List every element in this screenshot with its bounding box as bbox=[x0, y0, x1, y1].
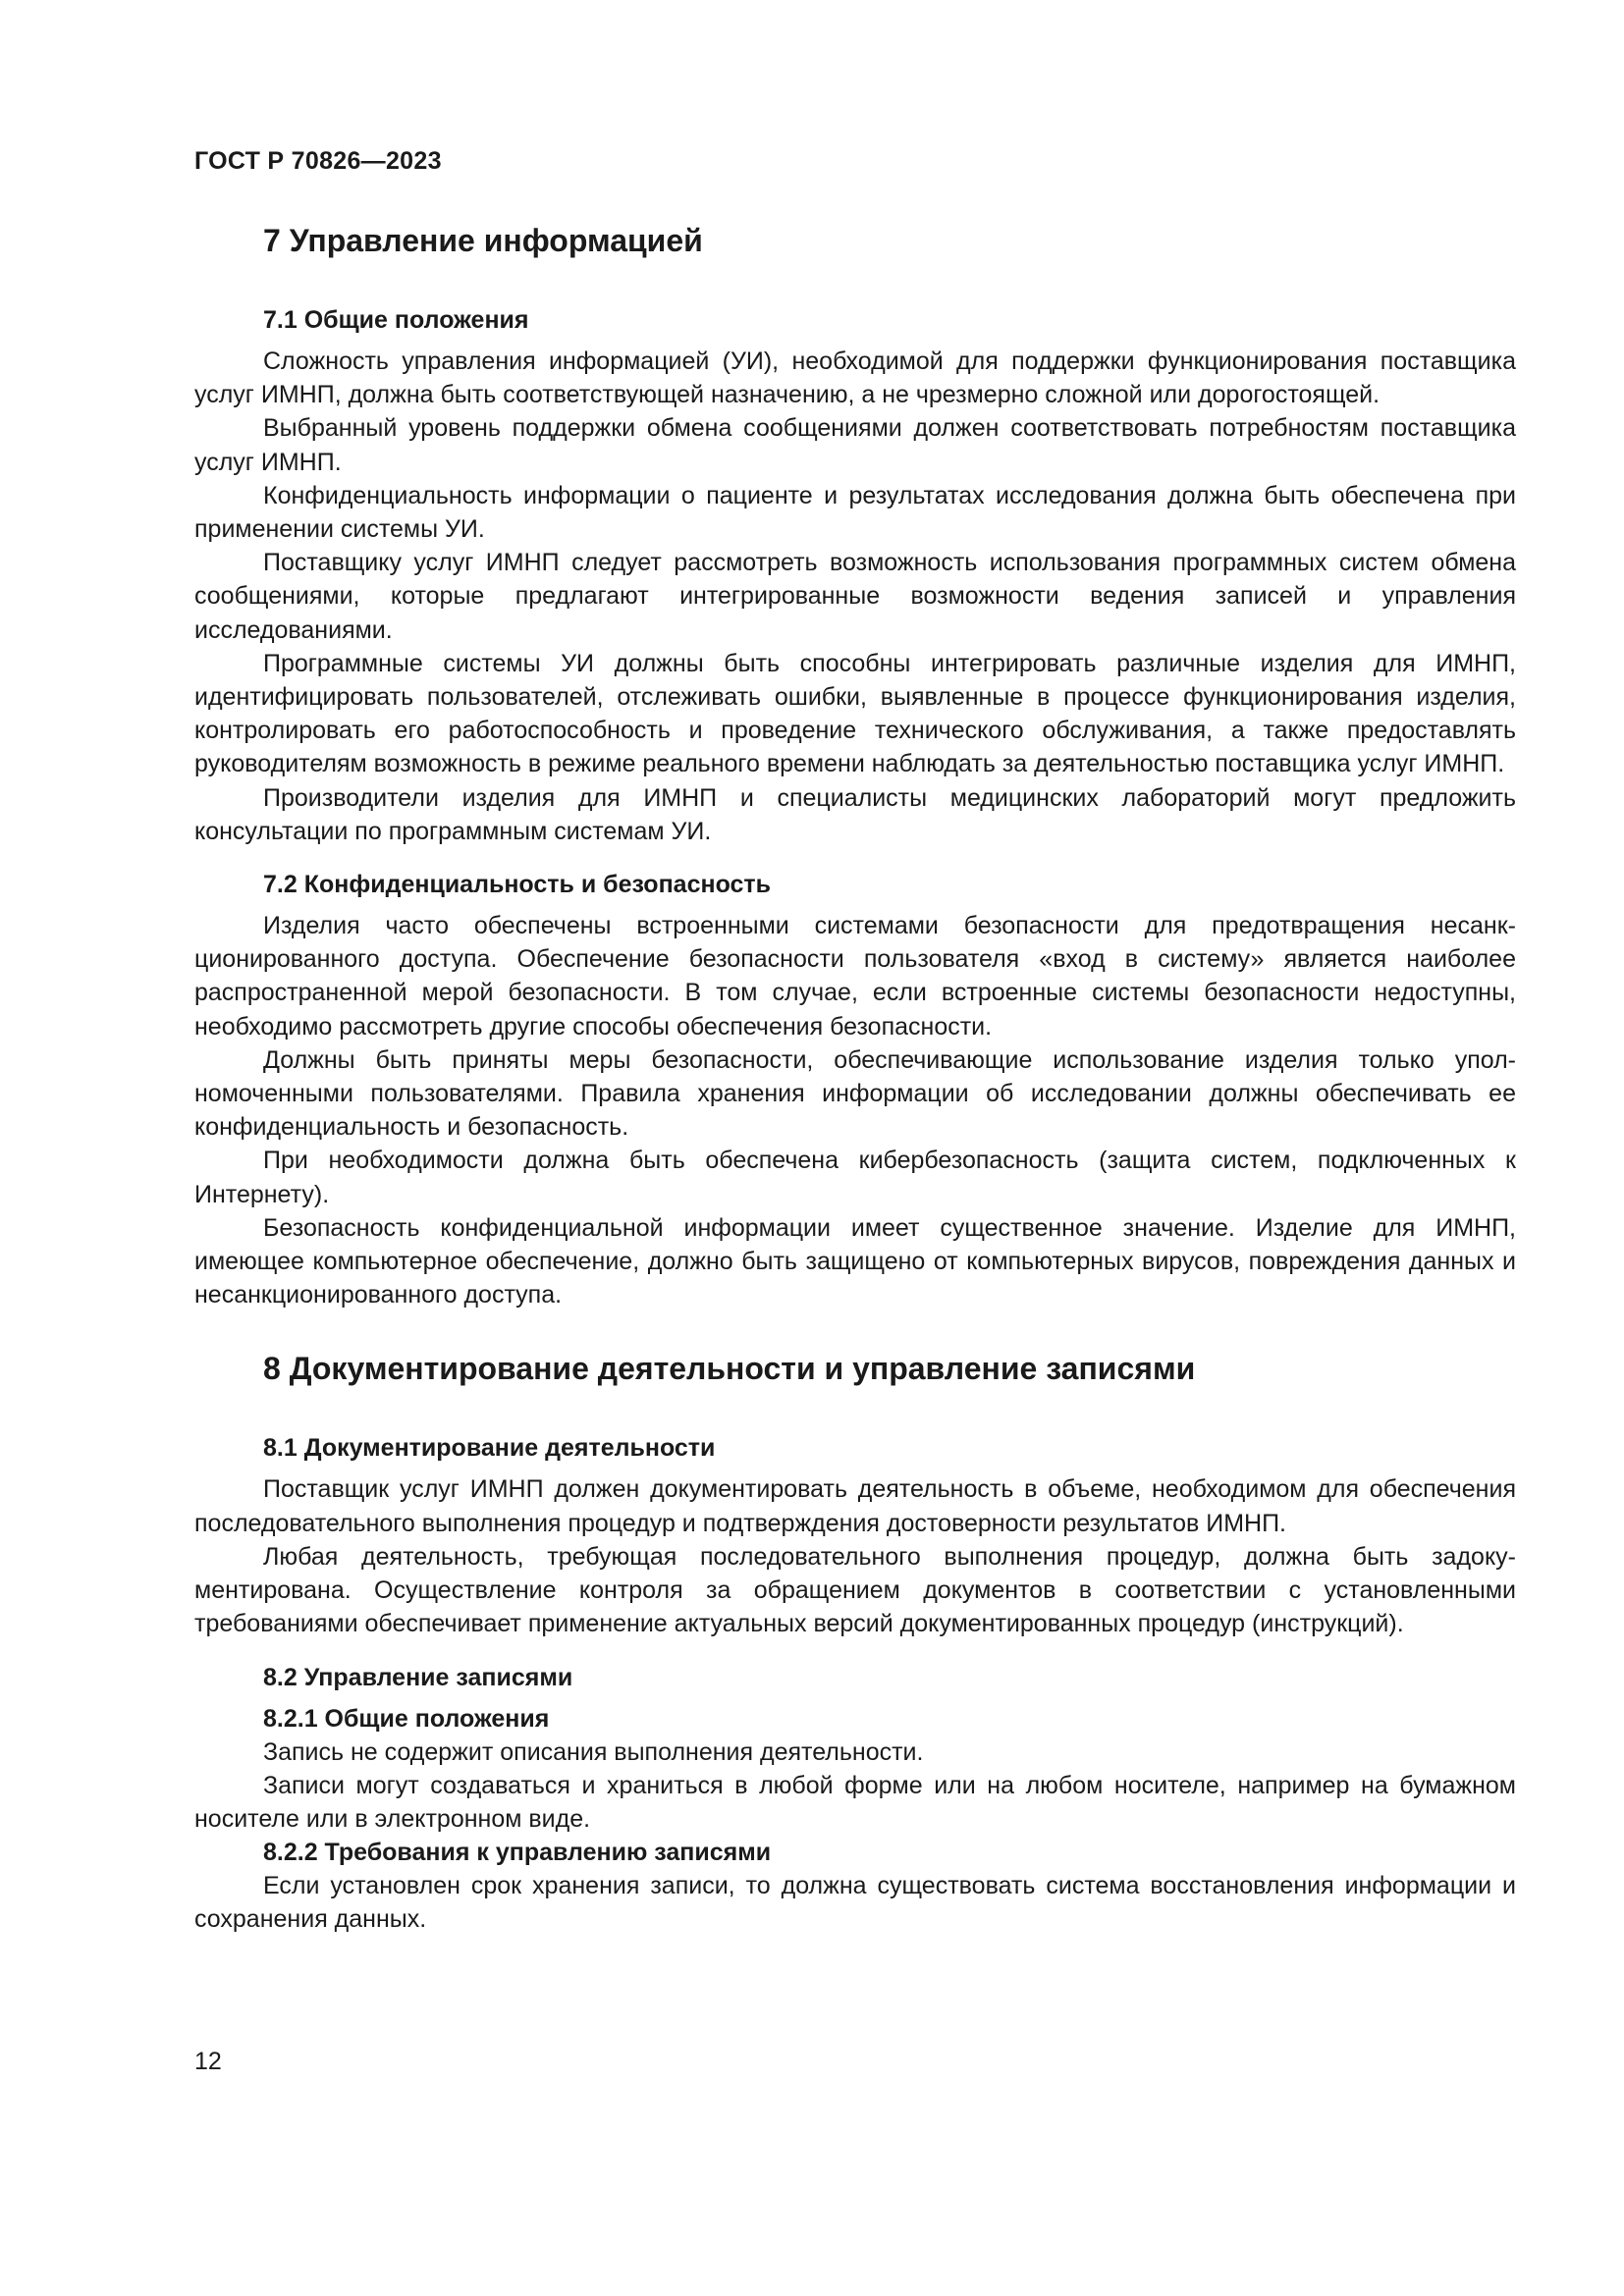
paragraph: Изделия часто обеспечены встроенными системами безопасности для предотвращения несанкционированного доступа. Обеспечение безопасности пользователя «вход в систему» является наиболее распространенной мерой безопасности. В том случае, если встроенные системы безопасности недоступны, необходимо рассмотреть другие способы обеспечения безопасности. bbox=[194, 912, 1516, 1041]
paragraph: Поставщику услуг ИМНП следует рассмотреть возможность использования программных систем обмена сообщениями, которые предлагают интегрированные возможности ведения записей и управления исследованиями. bbox=[194, 549, 1516, 644]
document-body bbox=[194, 221, 1516, 1937]
paragraph: Конфиденциальность информации о пациенте и результатах исследования должна быть обеспечена при применении системы УИ. bbox=[194, 481, 1516, 544]
page-number: 12 bbox=[194, 2048, 222, 2075]
paragraph: Любая деятельность, требующая последовательного выполнения процедур, должна быть задокументирована. Осуществление контроля за обращением документов в соответствии с установленными требованиями обеспечивает применение актуальных версий документированных процедур (инструкций). bbox=[194, 1542, 1516, 1638]
subsection-8-2-1-title: 8.2.1 Общие положения bbox=[263, 1704, 550, 1733]
subsection-8-2-title: 8.2 Управление записями bbox=[263, 1663, 573, 1691]
subsection-7-1-title: 7.1 Общие положения bbox=[263, 306, 529, 334]
subsection-7-2-title: 7.2 Конфиденциальность и безопасность bbox=[263, 871, 772, 899]
subsection-8-2-2-title: 8.2.2 Требования к управлению записями bbox=[263, 1839, 772, 1867]
paragraph: При необходимости должна быть обеспечена кибербезопасность (защита систем, подключенных к Интернету). bbox=[194, 1147, 1516, 1208]
paragraph: Выбранный уровень поддержки обмена сообщениями должен соответствовать потребностям поставщика услуг ИМНП. bbox=[194, 414, 1516, 476]
paragraph: Поставщик услуг ИМНП должен документировать деятельность в объеме, необходимом для обеспечения последовательного выполнения процедур и подтверждения достоверности результатов ИМНП. bbox=[194, 1475, 1516, 1537]
paragraph: Должны быть приняты меры безопасности, обеспечивающие использование изделия только уполномоченными пользователями. Правила хранения информации об исследовании должны обеспечивать ее конфиденциальность и безопасность. bbox=[194, 1045, 1516, 1142]
document-header: ГОСТ Р 70826—2023 bbox=[194, 147, 442, 175]
paragraph: Записи могут создаваться и храниться в любой форме или на любом носителе, например на бумажном носителе или в электронном виде. bbox=[194, 1771, 1516, 1833]
paragraph: Если установлен срок хранения записи, то должна существовать система восстановления информации и сохранения данных. bbox=[194, 1872, 1516, 1934]
paragraph: Сложность управления информацией (УИ), необходимой для поддержки функционирования поставщика услуг ИМНП, должна быть соответствующей назначению, а не чрезмерно сложной или дорогостоящей. bbox=[194, 347, 1516, 409]
section-8-title: 8 Документирование деятельности и управление записями bbox=[263, 1351, 1196, 1387]
paragraph: Производители изделия для ИМНП и специалисты медицинских лабораторий могут предложить консультации по программным системам УИ. bbox=[194, 783, 1516, 845]
paragraph: Программные системы УИ должны быть способны интегрировать различные изделия для ИМНП, идентифицировать пользователей, отслеживать ошибки, выявленные в процессе функционирования изделия, контролировать его работоспособность и проведение технического обслуживания, а также предоставлять руководителям возможность в режиме реального времени наблюдать за деятельностью поставщика услуг ИМНП. bbox=[194, 649, 1516, 778]
subsection-8-1-title: 8.1 Документирование деятельности bbox=[263, 1434, 716, 1463]
paragraph: Запись не содержит описания выполнения деятельности. bbox=[263, 1737, 924, 1766]
paragraph: Безопасность конфиденциальной информации имеет существенное значение. Изделие для ИМНП, имеющее компьютерное обеспечение, должно быть защищено от компьютерных вирусов, повреждения данных и несанкционированного доступа. bbox=[194, 1213, 1516, 1309]
section-7-title: 7 Управление информацией bbox=[263, 223, 703, 258]
